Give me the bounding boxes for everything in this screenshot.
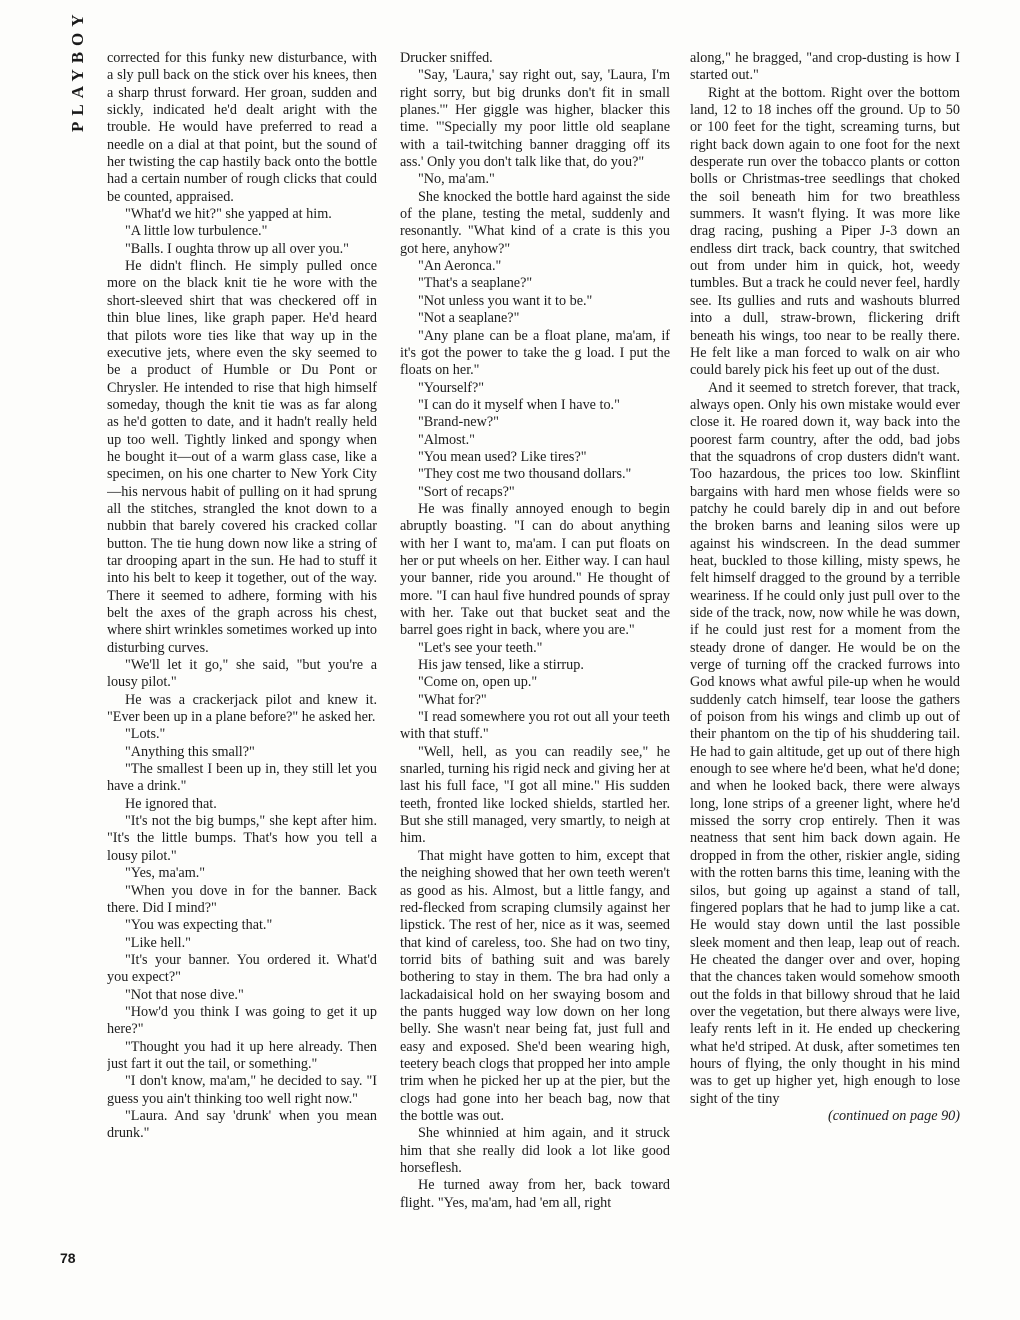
paragraph: He was finally annoyed enough to begin abruptly boasting. "I can do about anything with her I want to, ma'am. I can put floats on her or put wheels on her. Either way. I can haul your banner, ride you around." He thought of more. "I can haul five hundred pounds of spray with her. Take out that bucket seat and the barrel goes right in back, where you are." [400,500,670,639]
paragraph: "We'll let it go," she said, "but you're a lousy pilot." [107,657,377,691]
paragraph: "Yourself?" [418,379,485,396]
paragraph: "Laura. And say 'drunk' when you mean drunk." [107,1107,377,1142]
paragraph: "That's a seaplane?" [418,275,533,292]
continued-line: (continued on page 90) [828,1107,960,1124]
paragraph: Right at the bottom. Right over the bottom land, 12 to 18 inches off the ground. Up to 50 or 100 feet for the tight, screaming turns, but right back down again to one foot for the next desperate run over the tobacco plants or cotton bolls or Christmas-tree seedlings that choked the soil beneath him for two breathless summers. It wasn't flying. It was more like drag racing, pushing a Piper J-3 down an endless dirt track, back country, that switched out from under him in quick, hot, weedy tumbles. But a track he could never feel, hardly see. Its gullies and ruts and washouts blurred into a dull, straw-brown, flickering drift beneath his wings, too near to be really there. He felt like a man forced to walk on air who could barely pick his feet up out of the dust. [690,84,960,379]
magazine-running-head: PLAYBOY [68,8,87,132]
paragraph: That might have gotten to him, except that the neighing showed that her own teeth weren't as good as his. Almost, but a little fangy, and red-flecked from scraping clumsily against her lipstick. The rest of her, nice as it was, seemed that kind of careless, too. She had on two tiny, torrid bits of bathing suit and was barely bothering to stay in them. The bra had only a lackadaisical hold on her swaying bosom and the pants hugged way low down on her long belly. She wasn't near being fat, just full and easy and exposed. She'd been wearing high, teetery beach clogs that propped her into ample trim when he picked her up at the pier, but the clogs had gone into her beach bag, now that the bottle was out. [400,847,670,1124]
paragraph: "Sort of recaps?" [418,483,515,500]
text-column-3 [690,50,960,1275]
paragraph: "When you dove in for the banner. Back there. Did I mind?" [107,882,377,916]
paragraph: "Anything this small?" [125,743,255,760]
paragraph: "I don't know, ma'am," he decided to say. "I guess you ain't thinking too well right now." [107,1073,377,1107]
paragraph: "Almost." [418,431,475,448]
paragraph: He ignored that. [125,795,217,812]
paragraph: "Not a seaplane?" [418,310,520,327]
paragraph: "How'd you think I was going to get it up here?" [107,1003,377,1038]
paragraph: "Thought you had it up here already. Then just fart it out the tail, or something." [107,1038,377,1072]
paragraph: His jaw tensed, like a stirrup. [418,657,584,674]
paragraph: along," he bragged, "and crop-dusting is how I started out." [690,50,960,84]
paragraph: He turned away from her, back toward flight. "Yes, ma'am, had 'em all, right [400,1177,670,1211]
paragraph: She whinnied at him again, and it struck him that she really did look a lot like good horseflesh. [400,1125,670,1176]
paragraph: "I can do it myself when I have to." [418,396,620,413]
paragraph: "Yes, ma'am." [125,865,206,882]
paragraph: "The smallest I been up in, they still let you have a drink." [107,761,377,795]
paragraph: He was a crackerjack pilot and knew it. "Ever been up in a plane before?" he asked her. [107,691,377,726]
text-column-1 [107,50,377,1275]
paragraph: "It's not the big bumps," she kept after him. "It's the little bumps. That's how you tell a lousy pilot." [107,813,377,864]
paragraph: "No, ma'am." [418,171,495,188]
paragraph: And it seemed to stretch forever, that track, always open. Only his own mistake would ever close it. He roared down it, way back into the poorest farm country, after the odd, bad jobs that the squadrons of crop dusters didn't want. Too hazardous, the prices too low. Skinflint bargains with hard men whose fields were so patchy he could barely dip in and out before the broken barns and leaning silos were up against his windscreen. In the dead summer heat, buckled to those killing, misty spews, he felt himself dragged to the ground by a terrible weariness. If he could only just pull over to the side of the track, now, now while he was down, if he could just rest for a moment from the steady drone of danger. He would be on the verge of turning off the cracked furrows into God knows what awful pile-up when he would suddenly catch himself, tear loose the gathers of poison from his wings and climb up out of their phantom on the tip of his shuddering tail. He had to gain altitude, get up out of there high enough to see where he'd been, what he'd done; and when he looked back, there were always long, lone strips of a greener light, where he'd missed the sorry crop entirely. Then it was neatness that sent him back down again. He dropped in from the other, riskier angle, siding with the rotten barns this time, leaning with the silos, but going up against a stand of tall, fingered poplars that he had to jump like a cat. He would stay down until the last possible sleek moment and then leap, leap out of reach. He cheated the danger over and over, hoping that the chances taken would somehow smooth out the folds in that billowy shroud that he laid over the vegetation, but there always were live, leafy rents left in it. He ended up checkering what he'd striped. At dusk, after sometimes ten hours of flying, the only thought in his mind was to get up higher yet, high enough to lose sight of the tiny [690,379,960,1107]
paragraph: Drucker sniffed. [400,50,493,66]
paragraph: "Come on, open up." [418,674,538,691]
paragraph: "Like hell." [125,934,191,951]
paragraph: "You mean used? Like tires?" [418,448,587,465]
paragraph: "They cost me two thousand dollars." [418,466,632,483]
paragraph: "Let's see your teeth." [418,639,543,656]
paragraph: "Lots." [125,726,166,743]
paragraph: He didn't flinch. He simply pulled once more on the black knit tie he wore with the short-sleeved shirt that was checkered off in thin blue lines, like graph paper. He'd heard that pilots wore ties like that way up in the executive jets, where even the sky seemed to be a product of Humble or Du Pont or Chrysler. He intended to rise that high himself someday, though the knit tie was as far along as he'd gotten to date, and it hadn't really held up too well. Tightly linked and spongy when he bought it—out of a warm glass case, like a specimen, on his one charter to New York City—his nervous habit of pulling on it had sprung all the stitches, strangled the knot down to a nubbin that barely covered his cracked collar button. The tie hung down now like a string of tar drooping apart in the sun. He had to stuff it into his belt to keep it together, out of the way. There it seemed to adhere, forming with his belt the axes of the graph across his chest, where shirt wrinkles sometimes worked up into disturbing curves. [107,258,377,656]
paragraph: "Not unless you want it to be." [418,292,593,309]
paragraph: "What for?" [418,691,487,708]
paragraph: She knocked the bottle hard against the side of the plane, testing the metal, suddenly and resonantly. "What kind of a crate is this you got here, anyhow?" [400,188,670,257]
paragraph: "An Aeronca." [418,258,502,275]
paragraph: "What'd we hit?" she yapped at him. [125,206,332,223]
paragraph: "Well, hell, as you can readily see," he snarled, turning his rigid neck and giving her at last his full face, "I got all mine." His sudden teeth, fronted like locked shields, startled her. But she still managed, very smartly, to neigh at him. [400,743,670,847]
paragraph: "Any plane can be a float plane, ma'am, if it's got the power to take the g load. I put the floats on her." [400,327,670,379]
paragraph: "Say, 'Laura,' say right out, say, 'Laura, I'm right sorry, but big drunks don't fit in small planes.'" Her giggle was higher, blacker this time. "'Specially my poor little old seaplane with a tail-twitching banner dragging off its ass.' Only you don't talk like that, do you?" [400,67,670,171]
paragraph: "Brand-new?" [418,414,499,431]
paragraph: corrected for this funky new disturbance, with a sly pull back on the stick over his knees, then a sharp thrust forward. Her groan, sudden and sickly, indicated he'd dealt aright with the trouble. He would have preferred to read a needle on a dial at that point, but the sound of her twisting the cap hastily back onto the bottle had a certain number of rough clicks that could be counted, appraised. [107,50,377,205]
paragraph: "Not that nose dive." [125,986,244,1003]
page-number: 78 [60,1250,76,1266]
text-column-2 [400,50,670,1275]
paragraph: "A little low turbulence." [125,223,268,240]
paragraph: "Balls. I oughta throw up all over you." [125,240,349,257]
paragraph: "It's your banner. You ordered it. What'd you expect?" [107,951,377,986]
paragraph: "I read somewhere you rot out all your teeth with that stuff." [400,709,670,743]
paragraph: "You was expecting that." [125,917,273,934]
